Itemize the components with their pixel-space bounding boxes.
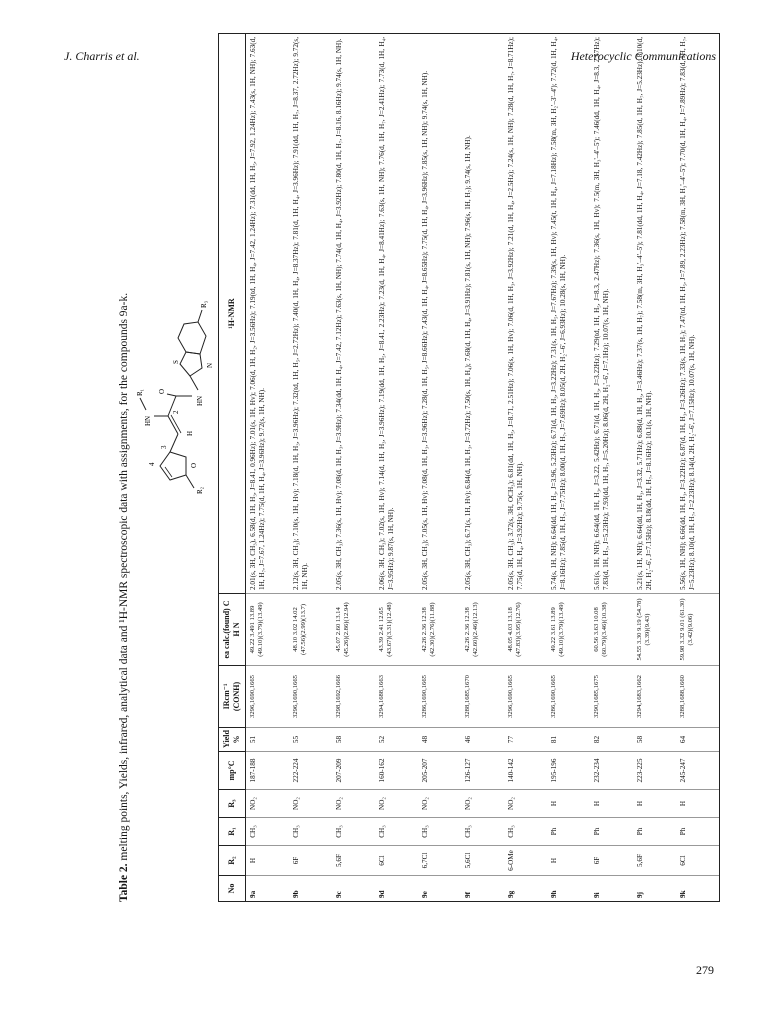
- table-row: [332, 34, 375, 902]
- running-head-authors: J. Charris et al.: [64, 49, 140, 63]
- cell-ir: 3294,1688,1663: [375, 666, 418, 728]
- cell-r1: CH₃: [418, 818, 461, 846]
- cell-r2: H: [246, 846, 290, 876]
- table-row: [461, 34, 504, 902]
- cell-ea: 49.22 3.491 13.89 (49.10)(3.79)(13.49): [246, 594, 290, 666]
- cell-r2: 5,6F: [332, 846, 375, 876]
- cell-r3: NO₂: [504, 790, 547, 818]
- header-mp: mp°C: [219, 752, 246, 790]
- label-nh-a: HN: [144, 415, 152, 426]
- cell-r1: Ph: [676, 818, 720, 846]
- cell-yield: 48: [418, 728, 461, 752]
- cell-nmr: 2.06(s, 3H, CH₃); 7.02(s, 1H, Hv); 7.14(d, 1H, H₃, J=3.96Hz); 7.19(dd, 1H, H₅, J=8.41, 2.23Hz); 7.23(d, 1H, H₄, J=8.41Hz); 7.63(s, 1H, NH); 7.76(d, 1H, H₇, J=2.41Hz); 7.73(d, 1H, H₄, J=3.95Hz); 9.87(s, 1H, NH).: [375, 34, 418, 594]
- cell-r3: H: [633, 790, 676, 818]
- label-o: O: [190, 462, 198, 468]
- table-caption: [118, 293, 130, 902]
- cell-r2: H: [547, 846, 590, 876]
- cell-r2: 5,6F: [633, 846, 676, 876]
- cell-r1: Ph: [547, 818, 590, 846]
- header-r1: R₁: [219, 818, 246, 846]
- cell-no: 9i: [590, 876, 633, 902]
- cell-r1: Ph: [590, 818, 633, 846]
- label-2: 2: [172, 410, 180, 414]
- cell-mp: 245-247: [676, 752, 720, 790]
- cell-r2: 5,6Cl: [461, 846, 504, 876]
- table-caption-label: Table 2.: [118, 863, 130, 902]
- header-ir: IRcm⁻¹ (CONH): [219, 666, 246, 728]
- cell-no: 9f: [461, 876, 504, 902]
- cell-ir: 3290,1685,1675: [590, 666, 633, 728]
- label-4: 4: [148, 462, 156, 466]
- cell-ea: 48.05 4.03 13.18 (47.83)(3.95)(12.76): [504, 594, 547, 666]
- cell-mp: 222-224: [289, 752, 332, 790]
- cell-r2: 6F: [289, 846, 332, 876]
- cell-nmr: 2.12(s, 3H, CH₃); 7.10(s, 1H, Hv); 7.18(d, 1H, H₃, J=3.96Hz); 7.32(td, 1H, H₅, J=2.72Hz); 7.40(d, 1H, H₄, J=8.37Hz); 7.81(d, 1H, H₄, J=3.96Hz); 7.91(dd, 1H, H₇, J=8.37, 2.72Hz); 9.72(s, 1H, NH).: [289, 34, 332, 594]
- cell-nmr: 5.21(s, 1H, NH); 6.64(dd, 1H, H₃, J=3.32, 5.71Hz); 6.88(d, 1H, H₃, J=3.46Hz); 7.37(s, 1H, H₇); 7.58(m, 3H, H₃'–4'–5'); 7.81(dd, 1H, H₄, J=7.18, 7.42Hz); 7.85(d, 1H, H₇, J=5.23Hz); 8.10(d, 2H, H₂'–6', J=7.15Hz); 8.18(dd, 1H, H₇, J=8.16Hz); 10.1(s, 1H, NH).: [633, 34, 676, 594]
- cell-r2: 6-OMe: [504, 846, 547, 876]
- label-r1: R₁: [136, 388, 144, 396]
- cell-ir: 3296,1690,1665: [504, 666, 547, 728]
- cell-yield: 64: [676, 728, 720, 752]
- cell-yield: 55: [289, 728, 332, 752]
- cell-r3: NO₂: [289, 790, 332, 818]
- cell-r2: 6F: [590, 846, 633, 876]
- thiazole-ring: [180, 352, 202, 376]
- cell-nmr: 5.56(s, 1H, NH); 6.66(dd, 1H, H₃, J=3.22Hz); 6.87(d, 1H, H₃, J=3.26Hz); 7.33(s, 1H, H₇); 7.47(td, 1H, H₅, J=7.89, 2.23Hz); 7.58(m, 3H, H₃'–4'–5'); 7.70(d, 1H, H₄, J=7.89Hz); 7.83(d, 1H, H₇, J=5.23Hz); 8.10(d, 1H, H₇, J=2.23Hz); 8.14(d, 2H, H₂'–6', J=7.15Hz); 10.07(s, 1H, NH).: [676, 34, 720, 594]
- label-nh-b: HN: [196, 395, 204, 406]
- table-row: [418, 34, 461, 902]
- running-head-journal: Heterocyclic Communications: [570, 49, 716, 63]
- label-n: N: [206, 362, 214, 368]
- cell-nmr: 5.74(s, 1H, NH); 6.64(dd, 1H, H₃, J=3.96, 5.23Hz); 6.71(d, 1H, H₃, J=3.22Hz); 7.31(s, 1H, H₅, J=7.67Hz); 7.39(s, 1H, Hv); 7.45(t, 1H, H₄, J=7.18Hz); 7.58(m, 3H, H₂'–3'–4'); 7.72(d, 1H, H₄, J=8.16Hz); 7.85(d, 1H, H₇, J=7.75Hz); 8.00(d, 1H, H₇, J=7.69Hz); 8.05(d, 2H, H₂'–6', J=6.93Hz); 10.28(s, 1H, NH).: [547, 34, 590, 594]
- header-nmr: ¹H-NMR: [219, 34, 246, 594]
- cell-mp: 207-209: [332, 752, 375, 790]
- cell-no: 9a: [246, 876, 290, 902]
- label-h: H: [186, 430, 194, 436]
- header-ea: ea calc.(found) C H N: [219, 594, 246, 666]
- cell-no: 9g: [504, 876, 547, 902]
- cell-ea: 48.10 3.02 14.02 (47.56)(2.99)(13.7): [289, 594, 332, 666]
- cell-mp: 232-234: [590, 752, 633, 790]
- header-r2: R₂: [219, 846, 246, 876]
- cell-ea: 49.22 3.61 13.89 (49.10)(3.79)(13.49): [547, 594, 590, 666]
- cell-no: 9b: [289, 876, 332, 902]
- cell-mp: 160-162: [375, 752, 418, 790]
- cell-r1: CH₃: [461, 818, 504, 846]
- cell-r1: Ph: [633, 818, 676, 846]
- cell-no: 9e: [418, 876, 461, 902]
- table-row: [246, 34, 290, 902]
- cell-ir: 3286,1690,1665: [547, 666, 590, 728]
- cell-r3: NO₂: [332, 790, 375, 818]
- rotated-table-page: [118, 34, 696, 902]
- cell-ir: 3296,1690,1665: [289, 666, 332, 728]
- cell-no: 9j: [633, 876, 676, 902]
- cell-r3: H: [676, 790, 720, 818]
- cell-yield: 52: [375, 728, 418, 752]
- cell-mp: 187-188: [246, 752, 290, 790]
- cell-ea: 42.26 2.36 12.38 (42.30)(2.76)(11.88): [418, 594, 461, 666]
- cell-nmr: 5.61(s, 1H, NH); 6.64(dd, 1H, H₃, J=3.22, 5.42Hz); 6.71(d, 1H, H₃, J=3.22Hz); 7.29(td, 1H, H₅, J=8.3, 2.47Hz); 7.36(s, 1H, Hv); 7.5(m, 3H, H₃'–4'–5'); 7.46(dd, 1H, H₄, J=8.3, 2.57Hz); 7.83(d, 1H, H₇, J=5.23Hz); 7.93(dd, 1H, H₇, J=5.20Hz); 8.06(d, 2H, H₂'–6', J=7.1Hz); 10.07(s, 1H, NH).: [590, 34, 633, 594]
- cell-no: 9h: [547, 876, 590, 902]
- cell-ir: 3298,1692,1666: [332, 666, 375, 728]
- cell-nmr: 2.05(s, 3H, CH₃); 7.36(s, 1H, Hv); 7.08(d, 1H, H₃, J=3.9Hz); 7.34(dd, 1H, H₄, J=7.42, 7.12Hz); 7.63(s, 1H, NH); 7.74(d, 1H, H₄, J=3.92Hz); 7.80(d, 1H, H₇, J=8.16, 8.16Hz); 9.74(s, 1H, NH).: [332, 34, 375, 594]
- cell-r3: H: [590, 790, 633, 818]
- header-yield: Yield %: [219, 728, 246, 752]
- cell-nmr: 2.05(s, 3H, CH₃); 6.71(s, 1H, Hv); 6.84(d, 1H, H₃, J=3.72Hz); 7.50(s, 1H, H₄); 7.68(d, 1H, H₄, J=3.91Hz); 7.81(s, 1H, NH); 7.96(s, 1H, H₇); 9.74(s, 1H, NH).: [461, 34, 504, 594]
- cell-yield: 82: [590, 728, 633, 752]
- cell-yield: 51: [246, 728, 290, 752]
- chemical-structure-figure: [134, 284, 216, 494]
- cell-ea: 43.39 2.41 12.65 (43.67)(3.31)(12.48): [375, 594, 418, 666]
- cell-no: 9c: [332, 876, 375, 902]
- cell-r2: 6,7Cl: [418, 846, 461, 876]
- cell-yield: 58: [332, 728, 375, 752]
- header-r3: R₃: [219, 790, 246, 818]
- cell-r2: 6Cl: [375, 846, 418, 876]
- cell-ir: 3296,1690,1665: [246, 666, 290, 728]
- cell-ea: 59.98 3.32 9.01 (61.30)(3.42)(9.06): [676, 594, 720, 666]
- label-r2: R₂: [196, 486, 204, 494]
- table-row: [547, 34, 590, 902]
- furan-ring: [160, 452, 186, 480]
- cell-nmr: 2.05(s, 3H, CH₃); 3.72(s, 3H, OCH₃); 6.81(dd, 1H, H₅, J=8.71, 2.51Hz); 7.06(s, 1H, Hv); 7.06(d, 1H, H₃, J=3.92Hz); 7.21(d, 1H, H₄, J=2.5Hz); 7.24(s, 1H, NH); 7.28(d, 1H, H₇, J=8.71Hz); 7.75(d, 1H, H₄, J=3.92Hz); 9.75(s, 1H, NH).: [504, 34, 547, 594]
- cell-r1: CH₃: [289, 818, 332, 846]
- cell-ir: 3294,1683,1662: [633, 666, 676, 728]
- cell-r1: CH₃: [332, 818, 375, 846]
- cell-nmr: 2.05(s, 3H, CH₃); 7.05(s, 1H, Hv); 7.08(d, 1H, H₃, J=3.96Hz); 7.28(d, 1H, H₅, J=8.66Hz); 7.43(d, 1H, H₄, J=8.65Hz); 7.75(d, 1H, H₄, J=3.96Hz); 7.85(s, 1H, NH); 9.74(s, 1H, NH).: [418, 34, 461, 594]
- cell-ea: 54.55 3.30 9.19 (54.78)(3.39)(9.43): [633, 594, 676, 666]
- cell-no: 9d: [375, 876, 418, 902]
- cell-mp: 195-196: [547, 752, 590, 790]
- cell-r3: NO₂: [418, 790, 461, 818]
- cell-r3: H: [547, 790, 590, 818]
- label-s: S: [172, 360, 180, 364]
- cell-r1: CH₃: [504, 818, 547, 846]
- label-3: 3: [160, 445, 168, 449]
- cell-yield: 77: [504, 728, 547, 752]
- cell-ea: 45.07 2.60 13.14 (45.26)(2.86)(12.94): [332, 594, 375, 666]
- table-row: [676, 34, 720, 902]
- cell-r3: NO₂: [375, 790, 418, 818]
- page-number: 279: [696, 963, 714, 977]
- table-row: [375, 34, 418, 902]
- cell-r3: NO₂: [246, 790, 290, 818]
- cell-ir: 3286,1690,1665: [418, 666, 461, 728]
- table-row: [590, 34, 633, 902]
- cell-ea: 60.56 3.63 10.08 (60.79)(3.46)(10.38): [590, 594, 633, 666]
- table-row: [289, 34, 332, 902]
- cell-r2: 6Cl: [676, 846, 720, 876]
- cell-mp: 223-225: [633, 752, 676, 790]
- table-row: [633, 34, 676, 902]
- header-no: No: [219, 876, 246, 902]
- cell-ir: 3288,1685,1670: [461, 666, 504, 728]
- cell-mp: 140-142: [504, 752, 547, 790]
- label-r3: R₃: [200, 300, 208, 308]
- benzene-ring: [178, 322, 206, 354]
- cell-yield: 46: [461, 728, 504, 752]
- cell-r1: CH₃: [375, 818, 418, 846]
- cell-nmr: 2.01(s, 3H, CH₃), 6.58(d, 1H, H₃, J=8.41, 0.96Hz); 7.01(s, 1H, Hv); 7.06(d, 1H, H₂, J=3.56Hz); 7.19(td, 1H, H₄, J=7.42, 1.24Hz); 7.31(dd, 1H, H₅, J=7.92, 1.24Hz); 7.43(s, 1H, NH); 7.63(d, 1H, H₇, J=7.67, 1.24Hz); 7.75(d, 1H, H₄, J=3.96Hz); 9.72(s, 1H, NH).: [246, 34, 290, 594]
- cell-r1: CH₃: [246, 818, 290, 846]
- cell-no: 9k: [676, 876, 720, 902]
- cell-yield: 58: [633, 728, 676, 752]
- cell-yield: 81: [547, 728, 590, 752]
- table-caption-text: melting points, Yields, infrared, analytical data and ¹H-NMR spectroscopic data with assignments, for the compounds 9a-k.: [118, 292, 130, 864]
- cell-mp: 126-127: [461, 752, 504, 790]
- cell-r3: NO₂: [461, 790, 504, 818]
- compound-data-table: [218, 33, 720, 902]
- table-row: [504, 34, 547, 902]
- cell-ir: 3288,1688,1660: [676, 666, 720, 728]
- cell-ea: 42.26 2.36 12.38 (42.60)(2.46)(12.13): [461, 594, 504, 666]
- label-o-carbonyl: O: [158, 388, 166, 394]
- cell-mp: 205-207: [418, 752, 461, 790]
- table-header-row: [219, 34, 246, 902]
